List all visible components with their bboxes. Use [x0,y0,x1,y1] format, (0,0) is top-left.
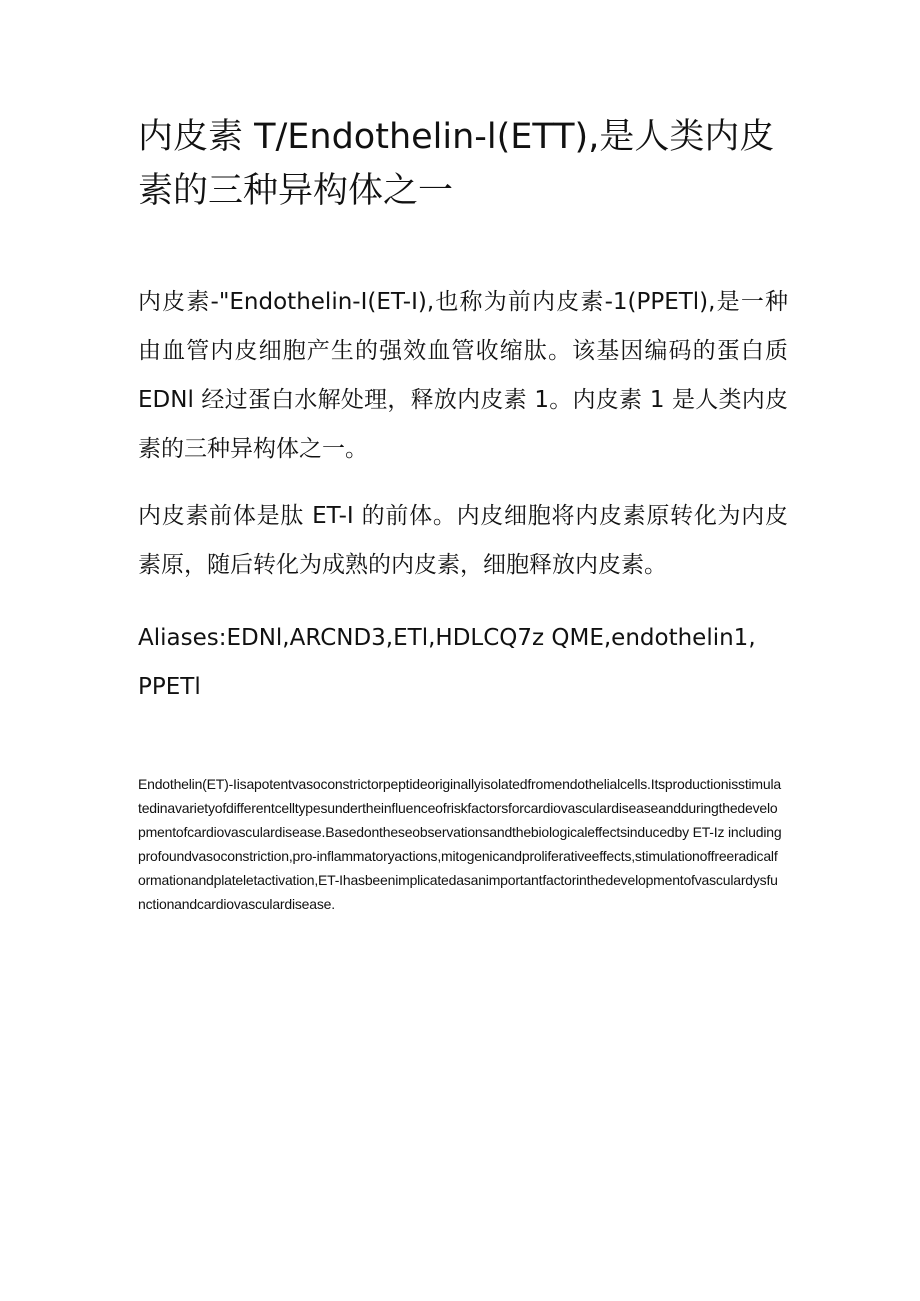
paragraph-precursor: 内皮素前体是肽 ET-I 的前体。内皮细胞将内皮素原转化为内皮素原，随后转化为成熟的内皮素，细胞释放内皮素。 [138,503,788,578]
aliases-line: Aliases:EDNl,ARCND3,ETl,HDLCQ7z QME,endothelin1, PPETl [138,625,756,700]
document-title: 内皮素 T/Endothelin-l(ETT),是人类内皮素的三种异构体之一 [138,117,775,211]
english-paragraph: Endothelin(ET)-Iisapotentvasoconstrictorpeptideoriginallyisolatedfromendothelialcells.Itsproductionisstimulatedinavarietyofdifferentcelltypesundertheinfluenceofriskfactorsforcardiovasculardiseaseandduringthedevelopmentofcardiovasculardisease.Basedontheseobservationsandthebiologicaleffectsinducedby ET-Iz includingprofoundvasoconstriction,pro-inflammatoryactions,mitogenicandproliferativeeffects,stimulationoffreeradicalformationandplateletactivation,ET-Ihasbeenimplicatedasanimportantfactorinthedevelopmentofvasculardysfunctionandcardiovasculardisease. [138,776,782,912]
paragraph-intro: 内皮素-"Endothelin-I(ET-I),也称为前内皮素-1(PPETl),是一种由血管内皮细胞产生的强效血管收缩肽。该基因编码的蛋白质EDNl 经过蛋白水解处理，释放内皮素 1。内皮素 1 是人类内皮素的三种异构体之一。 [138,289,788,462]
